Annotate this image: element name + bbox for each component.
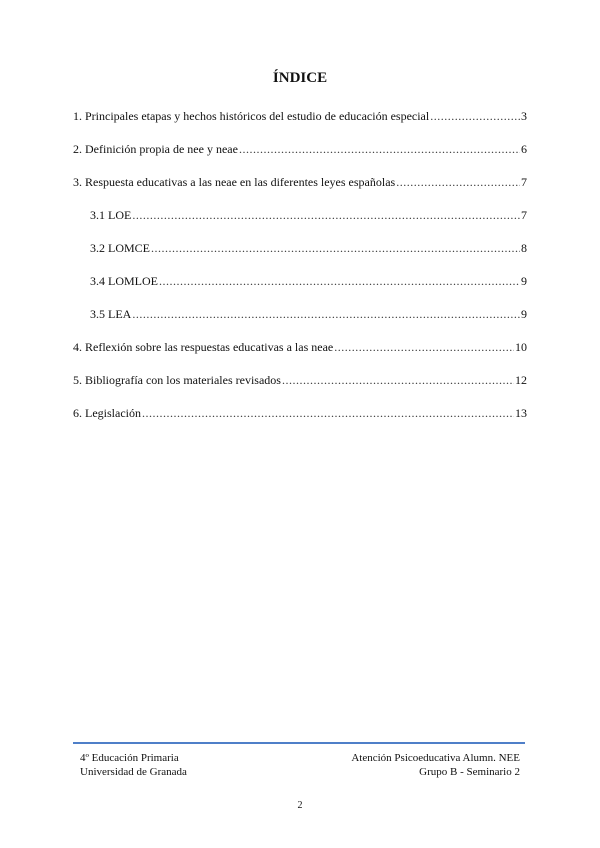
toc-leader-dots [282,372,514,388]
toc-leader-dots [132,207,520,223]
toc-entry-3-1[interactable] [90,207,527,223]
toc-leader-dots [396,174,520,190]
toc-leader-dots [132,306,520,322]
toc-entry-page: 7 [521,208,527,222]
toc-leader-dots [151,240,520,256]
toc-leader-dots [430,108,520,124]
footer-university: Universidad de Granada [80,766,187,778]
toc-entry-3-4[interactable] [90,273,527,289]
toc-entry-3-2[interactable] [90,240,527,256]
footer-divider [73,742,525,744]
toc-leader-dots [159,273,520,289]
page-number: 2 [297,800,303,811]
toc-entry-label: 6. Legislación [73,406,141,420]
toc-entry-3-5[interactable] [90,306,527,322]
toc-entry-label: 3.1 LOE [90,208,132,222]
footer-subject: Atención Psicoeducativa Alumn. NEE [351,752,520,764]
toc-entry-page: 8 [521,241,527,255]
toc-entry-page: 13 [515,406,527,420]
toc-leader-dots [142,405,514,421]
toc-entry-page: 9 [521,307,527,321]
footer-left [80,751,187,779]
toc-entry-label: 2. Definición propia de nee y neae [73,142,238,156]
toc-entry-label: 3.2 LOMCE [90,241,150,255]
toc-entry-2[interactable] [73,141,527,157]
toc-entry-label: 3.4 LOMLOE [90,274,158,288]
toc-entry-label: 3.5 LEA [90,307,132,321]
toc-entry-6[interactable] [73,405,527,421]
toc-leader-dots [239,141,520,157]
toc-entry-label: 5. Bibliografía con los materiales revisados [73,373,281,387]
toc-entry-1[interactable] [73,108,527,124]
toc-entry-label: 1. Principales etapas y hechos históricos del estudio de educación especial [73,109,430,123]
toc-entry-page: 6 [521,142,527,156]
footer-course: 4º Educación Primaria [80,752,179,764]
footer-group: Grupo B - Seminario 2 [419,766,520,778]
toc-entry-label: 4. Reflexión sobre las respuestas educativas a las neae [73,340,334,354]
toc-entry-page: 3 [521,109,527,123]
toc-entry-page: 7 [521,175,527,189]
document-title: ÍNDICE [272,70,328,86]
toc-entry-page: 12 [515,373,527,387]
toc-entry-4[interactable] [73,339,527,355]
toc-entry-page: 10 [515,340,527,354]
toc-entry-3[interactable] [73,174,527,190]
toc-leader-dots [334,339,514,355]
toc-entry-label: 3. Respuesta educativas a las neae en las diferentes leyes españolas [73,175,396,189]
toc-entry-page: 9 [521,274,527,288]
toc-entry-5[interactable] [73,372,527,388]
footer-right [351,751,520,779]
